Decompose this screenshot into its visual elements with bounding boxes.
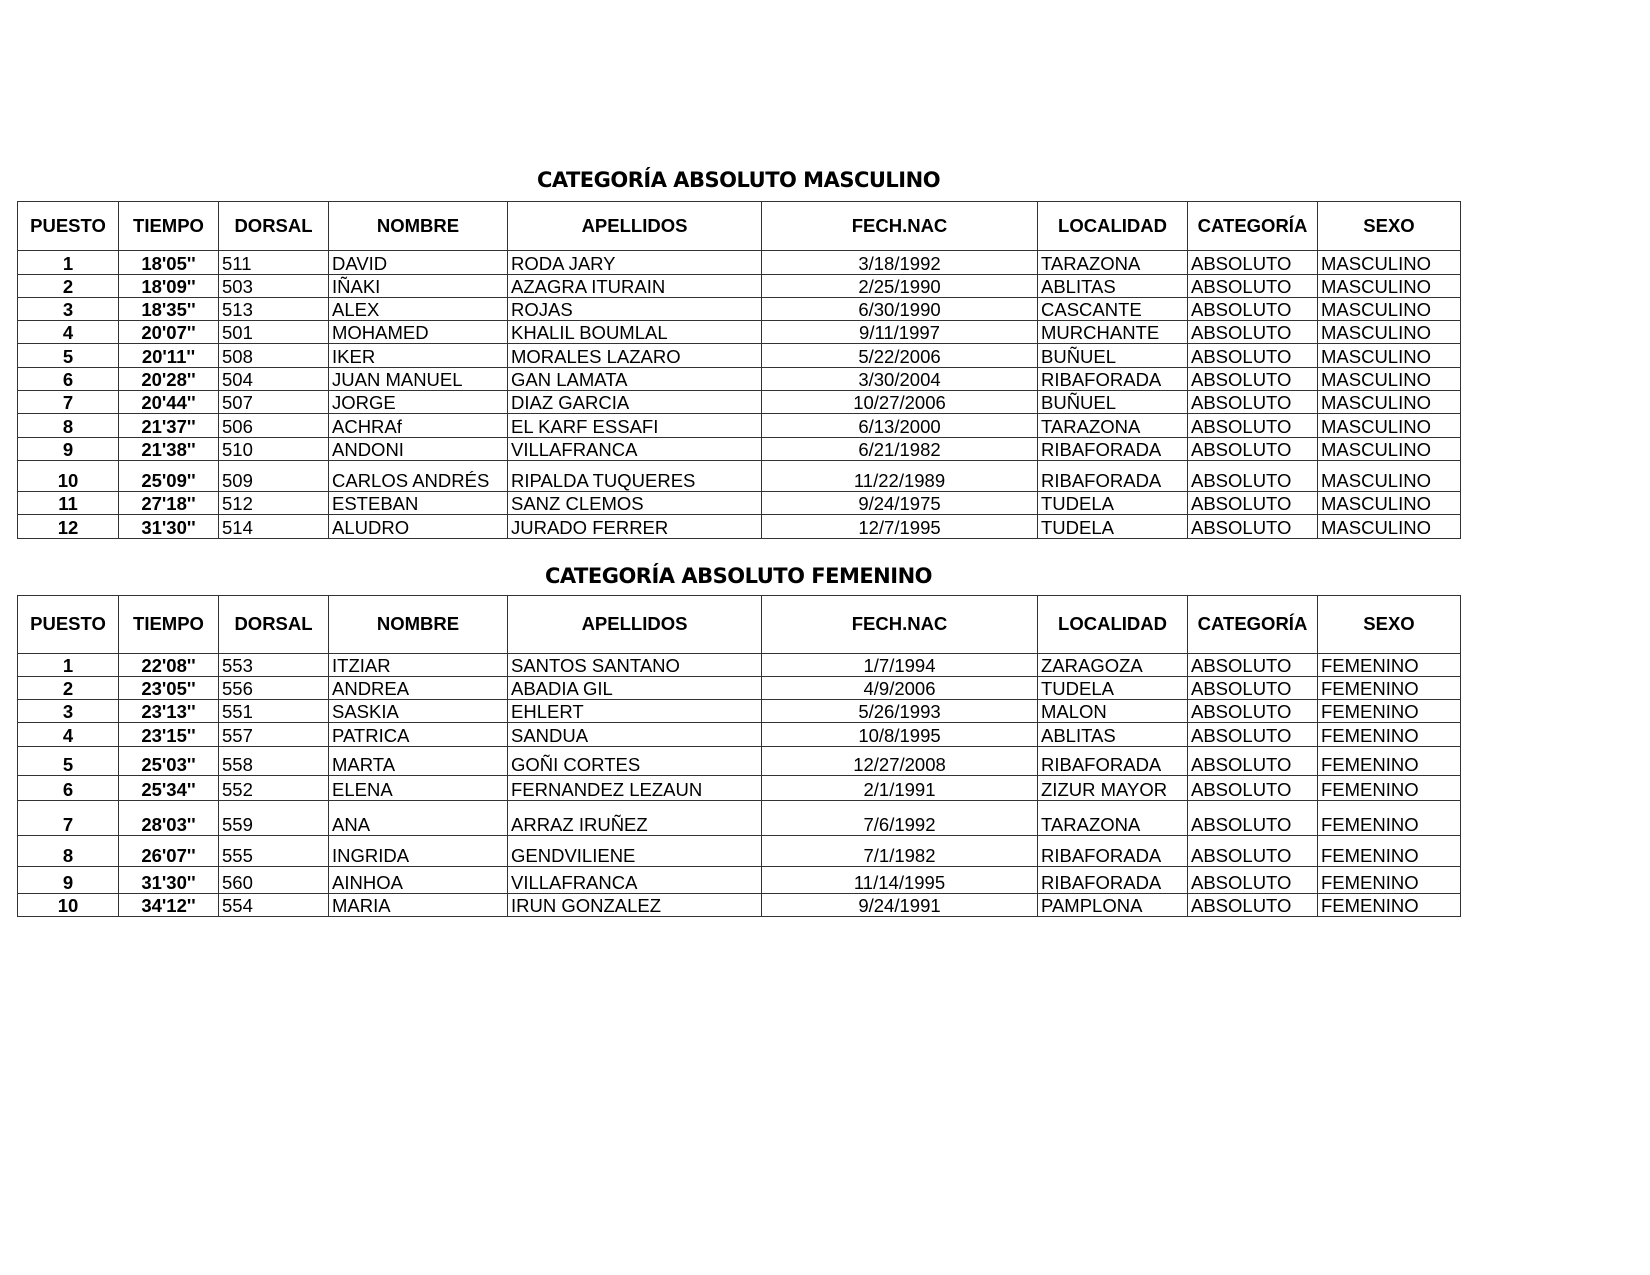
cell-puesto: 12 <box>18 515 119 539</box>
cell-localidad: MURCHANTE <box>1038 321 1188 344</box>
cell-nombre: MARIA <box>329 894 508 917</box>
header-nombre: NOMBRE <box>329 202 508 251</box>
cell-fech-nac: 6/30/1990 <box>762 298 1038 321</box>
cell-dorsal: 558 <box>219 747 329 776</box>
cell-categoria: ABSOLUTO <box>1188 723 1318 747</box>
cell-localidad: TARAZONA <box>1038 251 1188 275</box>
cell-apellidos: MORALES LAZARO <box>508 344 762 368</box>
header-categoria: CATEGORÍA <box>1188 202 1318 251</box>
header-dorsal: DORSAL <box>219 596 329 654</box>
cell-apellidos: GAN LAMATA <box>508 368 762 391</box>
cell-dorsal: 507 <box>219 391 329 414</box>
cell-apellidos: KHALIL BOUMLAL <box>508 321 762 344</box>
cell-puesto: 4 <box>18 723 119 747</box>
cell-dorsal: 552 <box>219 776 329 801</box>
cell-puesto: 3 <box>18 298 119 321</box>
cell-localidad: RIBAFORADA <box>1038 368 1188 391</box>
table-row <box>18 391 1461 414</box>
cell-nombre: PATRICA <box>329 723 508 747</box>
cell-dorsal: 512 <box>219 492 329 515</box>
cell-tiempo: 18'05'' <box>119 251 219 275</box>
cell-apellidos: IRUN GONZALEZ <box>508 894 762 917</box>
cell-dorsal: 559 <box>219 801 329 836</box>
cell-dorsal: 553 <box>219 654 329 677</box>
cell-nombre: MARTA <box>329 747 508 776</box>
cell-nombre: CARLOS ANDRÉS <box>329 461 508 492</box>
cell-fech-nac: 6/21/1982 <box>762 438 1038 461</box>
cell-localidad: RIBAFORADA <box>1038 867 1188 894</box>
table-row <box>18 801 1461 836</box>
cell-fech-nac: 7/1/1982 <box>762 836 1038 867</box>
cell-categoria: ABSOLUTO <box>1188 391 1318 414</box>
cell-tiempo: 28'03'' <box>119 801 219 836</box>
cell-sexo: FEMENINO <box>1318 700 1461 723</box>
cell-puesto: 1 <box>18 251 119 275</box>
cell-localidad: TUDELA <box>1038 492 1188 515</box>
cell-dorsal: 555 <box>219 836 329 867</box>
table-row <box>18 836 1461 867</box>
table-row <box>18 776 1461 801</box>
cell-sexo: FEMENINO <box>1318 723 1461 747</box>
cell-nombre: DAVID <box>329 251 508 275</box>
cell-fech-nac: 5/26/1993 <box>762 700 1038 723</box>
cell-localidad: ZARAGOZA <box>1038 654 1188 677</box>
cell-dorsal: 510 <box>219 438 329 461</box>
cell-puesto: 5 <box>18 344 119 368</box>
header-sexo: SEXO <box>1318 596 1461 654</box>
header-sexo: SEXO <box>1318 202 1461 251</box>
cell-localidad: ABLITAS <box>1038 723 1188 747</box>
cell-categoria: ABSOLUTO <box>1188 867 1318 894</box>
header-row <box>18 596 1461 654</box>
cell-sexo: FEMENINO <box>1318 836 1461 867</box>
cell-localidad: PAMPLONA <box>1038 894 1188 917</box>
cell-dorsal: 551 <box>219 700 329 723</box>
cell-categoria: ABSOLUTO <box>1188 492 1318 515</box>
header-apellidos: APELLIDOS <box>508 202 762 251</box>
cell-categoria: ABSOLUTO <box>1188 515 1318 539</box>
cell-categoria: ABSOLUTO <box>1188 801 1318 836</box>
header-row <box>18 202 1461 251</box>
table-row <box>18 321 1461 344</box>
cell-categoria: ABSOLUTO <box>1188 275 1318 298</box>
cell-puesto: 7 <box>18 391 119 414</box>
cell-dorsal: 511 <box>219 251 329 275</box>
cell-localidad: RIBAFORADA <box>1038 438 1188 461</box>
cell-apellidos: RIPALDA TUQUERES <box>508 461 762 492</box>
cell-fech-nac: 2/1/1991 <box>762 776 1038 801</box>
cell-categoria: ABSOLUTO <box>1188 368 1318 391</box>
cell-sexo: MASCULINO <box>1318 251 1461 275</box>
cell-tiempo: 20'28'' <box>119 368 219 391</box>
cell-puesto: 10 <box>18 894 119 917</box>
cell-dorsal: 508 <box>219 344 329 368</box>
cell-tiempo: 23'05'' <box>119 677 219 700</box>
cell-tiempo: 25'09'' <box>119 461 219 492</box>
cell-categoria: ABSOLUTO <box>1188 700 1318 723</box>
cell-fech-nac: 2/25/1990 <box>762 275 1038 298</box>
cell-fech-nac: 6/13/2000 <box>762 414 1038 438</box>
cell-localidad: ABLITAS <box>1038 275 1188 298</box>
cell-dorsal: 560 <box>219 867 329 894</box>
cell-dorsal: 556 <box>219 677 329 700</box>
cell-nombre: ACHRAf <box>329 414 508 438</box>
cell-puesto: 2 <box>18 275 119 298</box>
header-tiempo: TIEMPO <box>119 596 219 654</box>
table-row <box>18 677 1461 700</box>
cell-fech-nac: 11/14/1995 <box>762 867 1038 894</box>
cell-puesto: 3 <box>18 700 119 723</box>
cell-sexo: MASCULINO <box>1318 344 1461 368</box>
cell-categoria: ABSOLUTO <box>1188 836 1318 867</box>
table-row <box>18 492 1461 515</box>
cell-nombre: JUAN MANUEL <box>329 368 508 391</box>
table-masculino <box>17 201 1461 539</box>
cell-fech-nac: 12/27/2008 <box>762 747 1038 776</box>
cell-fech-nac: 12/7/1995 <box>762 515 1038 539</box>
cell-nombre: ALEX <box>329 298 508 321</box>
cell-sexo: MASCULINO <box>1318 275 1461 298</box>
cell-sexo: FEMENINO <box>1318 654 1461 677</box>
cell-sexo: MASCULINO <box>1318 298 1461 321</box>
header-puesto: PUESTO <box>18 596 119 654</box>
cell-sexo: FEMENINO <box>1318 677 1461 700</box>
cell-apellidos: RODA JARY <box>508 251 762 275</box>
cell-tiempo: 20'44'' <box>119 391 219 414</box>
table-row <box>18 515 1461 539</box>
cell-categoria: ABSOLUTO <box>1188 461 1318 492</box>
cell-localidad: ZIZUR MAYOR <box>1038 776 1188 801</box>
cell-localidad: CASCANTE <box>1038 298 1188 321</box>
cell-categoria: ABSOLUTO <box>1188 894 1318 917</box>
cell-apellidos: GOÑI CORTES <box>508 747 762 776</box>
cell-apellidos: SANTOS SANTANO <box>508 654 762 677</box>
table-row <box>18 368 1461 391</box>
cell-puesto: 9 <box>18 867 119 894</box>
cell-tiempo: 20'07'' <box>119 321 219 344</box>
cell-localidad: RIBAFORADA <box>1038 836 1188 867</box>
cell-fech-nac: 11/22/1989 <box>762 461 1038 492</box>
header-fech-nac: FECH.NAC <box>762 202 1038 251</box>
header-tiempo: TIEMPO <box>119 202 219 251</box>
cell-apellidos: GENDVILIENE <box>508 836 762 867</box>
cell-nombre: INGRIDA <box>329 836 508 867</box>
cell-categoria: ABSOLUTO <box>1188 438 1318 461</box>
table-row <box>18 894 1461 917</box>
cell-apellidos: VILLAFRANCA <box>508 867 762 894</box>
cell-fech-nac: 3/18/1992 <box>762 251 1038 275</box>
cell-apellidos: SANDUA <box>508 723 762 747</box>
cell-categoria: ABSOLUTO <box>1188 344 1318 368</box>
cell-localidad: TARAZONA <box>1038 801 1188 836</box>
cell-puesto: 5 <box>18 747 119 776</box>
cell-tiempo: 31'30'' <box>119 515 219 539</box>
cell-dorsal: 504 <box>219 368 329 391</box>
cell-categoria: ABSOLUTO <box>1188 298 1318 321</box>
cell-puesto: 9 <box>18 438 119 461</box>
cell-puesto: 2 <box>18 677 119 700</box>
table-row <box>18 298 1461 321</box>
cell-categoria: ABSOLUTO <box>1188 321 1318 344</box>
cell-nombre: IÑAKI <box>329 275 508 298</box>
cell-apellidos: DIAZ GARCIA <box>508 391 762 414</box>
table-row <box>18 747 1461 776</box>
title-femenino: CATEGORÍA ABSOLUTO FEMENINO <box>545 564 932 588</box>
cell-localidad: TUDELA <box>1038 515 1188 539</box>
cell-fech-nac: 9/11/1997 <box>762 321 1038 344</box>
cell-dorsal: 557 <box>219 723 329 747</box>
cell-localidad: TARAZONA <box>1038 414 1188 438</box>
cell-fech-nac: 9/24/1975 <box>762 492 1038 515</box>
cell-sexo: MASCULINO <box>1318 414 1461 438</box>
cell-nombre: AINHOA <box>329 867 508 894</box>
cell-sexo: MASCULINO <box>1318 321 1461 344</box>
cell-categoria: ABSOLUTO <box>1188 654 1318 677</box>
cell-dorsal: 514 <box>219 515 329 539</box>
cell-dorsal: 501 <box>219 321 329 344</box>
cell-fech-nac: 10/27/2006 <box>762 391 1038 414</box>
cell-apellidos: EL KARF ESSAFI <box>508 414 762 438</box>
cell-dorsal: 506 <box>219 414 329 438</box>
header-localidad: LOCALIDAD <box>1038 596 1188 654</box>
cell-fech-nac: 10/8/1995 <box>762 723 1038 747</box>
cell-puesto: 10 <box>18 461 119 492</box>
cell-tiempo: 23'13'' <box>119 700 219 723</box>
header-dorsal: DORSAL <box>219 202 329 251</box>
cell-nombre: IKER <box>329 344 508 368</box>
cell-fech-nac: 3/30/2004 <box>762 368 1038 391</box>
cell-nombre: JORGE <box>329 391 508 414</box>
cell-tiempo: 21'38'' <box>119 438 219 461</box>
cell-puesto: 1 <box>18 654 119 677</box>
cell-fech-nac: 1/7/1994 <box>762 654 1038 677</box>
cell-apellidos: ARRAZ IRUÑEZ <box>508 801 762 836</box>
cell-nombre: ALUDRO <box>329 515 508 539</box>
header-puesto: PUESTO <box>18 202 119 251</box>
cell-sexo: MASCULINO <box>1318 461 1461 492</box>
cell-fech-nac: 9/24/1991 <box>762 894 1038 917</box>
cell-puesto: 8 <box>18 836 119 867</box>
cell-puesto: 11 <box>18 492 119 515</box>
cell-apellidos: AZAGRA ITURAIN <box>508 275 762 298</box>
header-localidad: LOCALIDAD <box>1038 202 1188 251</box>
cell-puesto: 7 <box>18 801 119 836</box>
cell-tiempo: 34'12'' <box>119 894 219 917</box>
cell-nombre: ITZIAR <box>329 654 508 677</box>
header-apellidos: APELLIDOS <box>508 596 762 654</box>
cell-dorsal: 503 <box>219 275 329 298</box>
table-row <box>18 275 1461 298</box>
cell-apellidos: JURADO FERRER <box>508 515 762 539</box>
cell-tiempo: 27'18'' <box>119 492 219 515</box>
table-femenino <box>17 595 1461 917</box>
cell-localidad: BUÑUEL <box>1038 344 1188 368</box>
header-fech-nac: FECH.NAC <box>762 596 1038 654</box>
cell-puesto: 6 <box>18 776 119 801</box>
cell-localidad: RIBAFORADA <box>1038 461 1188 492</box>
cell-nombre: MOHAMED <box>329 321 508 344</box>
cell-tiempo: 31'30'' <box>119 867 219 894</box>
cell-sexo: MASCULINO <box>1318 515 1461 539</box>
cell-nombre: SASKIA <box>329 700 508 723</box>
cell-sexo: MASCULINO <box>1318 438 1461 461</box>
table-row <box>18 700 1461 723</box>
cell-categoria: ABSOLUTO <box>1188 414 1318 438</box>
cell-nombre: ANDREA <box>329 677 508 700</box>
cell-categoria: ABSOLUTO <box>1188 677 1318 700</box>
table-row <box>18 461 1461 492</box>
cell-tiempo: 18'35'' <box>119 298 219 321</box>
cell-fech-nac: 5/22/2006 <box>762 344 1038 368</box>
table-row <box>18 414 1461 438</box>
cell-sexo: FEMENINO <box>1318 867 1461 894</box>
cell-tiempo: 22'08'' <box>119 654 219 677</box>
cell-apellidos: ABADIA GIL <box>508 677 762 700</box>
table-row <box>18 251 1461 275</box>
table-row <box>18 344 1461 368</box>
cell-nombre: ESTEBAN <box>329 492 508 515</box>
cell-apellidos: SANZ CLEMOS <box>508 492 762 515</box>
table-row <box>18 438 1461 461</box>
cell-nombre: ANA <box>329 801 508 836</box>
cell-categoria: ABSOLUTO <box>1188 747 1318 776</box>
header-nombre: NOMBRE <box>329 596 508 654</box>
cell-apellidos: FERNANDEZ LEZAUN <box>508 776 762 801</box>
cell-puesto: 6 <box>18 368 119 391</box>
cell-dorsal: 509 <box>219 461 329 492</box>
cell-tiempo: 26'07'' <box>119 836 219 867</box>
cell-tiempo: 23'15'' <box>119 723 219 747</box>
cell-sexo: MASCULINO <box>1318 492 1461 515</box>
table-row <box>18 723 1461 747</box>
cell-dorsal: 554 <box>219 894 329 917</box>
cell-sexo: FEMENINO <box>1318 747 1461 776</box>
cell-sexo: MASCULINO <box>1318 368 1461 391</box>
cell-sexo: MASCULINO <box>1318 391 1461 414</box>
cell-apellidos: VILLAFRANCA <box>508 438 762 461</box>
cell-tiempo: 25'03'' <box>119 747 219 776</box>
cell-localidad: MALON <box>1038 700 1188 723</box>
cell-localidad: BUÑUEL <box>1038 391 1188 414</box>
header-categoria: CATEGORÍA <box>1188 596 1318 654</box>
cell-categoria: ABSOLUTO <box>1188 776 1318 801</box>
title-masculino: CATEGORÍA ABSOLUTO MASCULINO <box>536 168 941 192</box>
cell-sexo: FEMENINO <box>1318 801 1461 836</box>
cell-apellidos: ROJAS <box>508 298 762 321</box>
cell-dorsal: 513 <box>219 298 329 321</box>
cell-tiempo: 20'11'' <box>119 344 219 368</box>
table-row <box>18 654 1461 677</box>
cell-nombre: ANDONI <box>329 438 508 461</box>
cell-localidad: TUDELA <box>1038 677 1188 700</box>
cell-puesto: 8 <box>18 414 119 438</box>
cell-sexo: FEMENINO <box>1318 894 1461 917</box>
cell-puesto: 4 <box>18 321 119 344</box>
cell-sexo: FEMENINO <box>1318 776 1461 801</box>
cell-nombre: ELENA <box>329 776 508 801</box>
cell-apellidos: EHLERT <box>508 700 762 723</box>
cell-fech-nac: 7/6/1992 <box>762 801 1038 836</box>
cell-tiempo: 18'09'' <box>119 275 219 298</box>
cell-localidad: RIBAFORADA <box>1038 747 1188 776</box>
cell-tiempo: 25'34'' <box>119 776 219 801</box>
table-row <box>18 867 1461 894</box>
cell-fech-nac: 4/9/2006 <box>762 677 1038 700</box>
cell-tiempo: 21'37'' <box>119 414 219 438</box>
cell-categoria: ABSOLUTO <box>1188 251 1318 275</box>
